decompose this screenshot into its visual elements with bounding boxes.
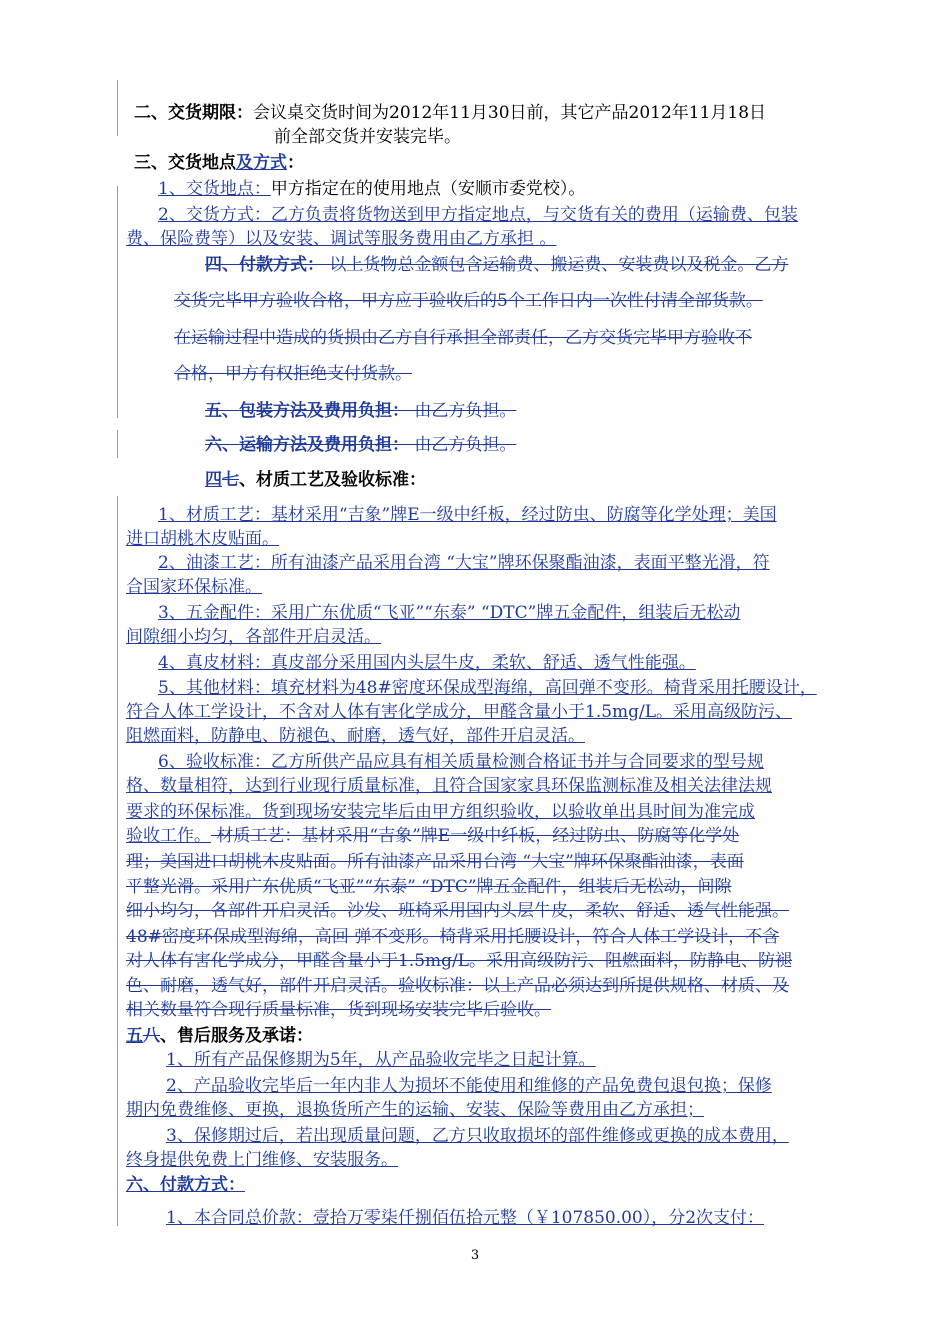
- line-text-segment: 五: [126, 1026, 143, 1046]
- line-23: [126, 724, 585, 748]
- line-text-segment: 、材质工艺及验收标准：: [239, 470, 426, 490]
- line-text-segment: 2、交货方式：乙方负责将货物送到甲方指定地点，与交货有关的费用（运输费、包装: [158, 205, 798, 225]
- line-text-segment: 48#密度环保成型海绵，高回 弹不变形。椅背采用托腰设计，符合人体工学设计，不含: [126, 927, 780, 947]
- line-17: [126, 575, 262, 599]
- line-22: [126, 700, 792, 724]
- line-34: [126, 998, 551, 1022]
- line-20: [158, 651, 696, 675]
- line-text-segment: 5、其他材料：填充材料为48#密度环保成型海绵，高回弹不变形。椅背采用托腰设计，: [158, 678, 817, 698]
- line-text-segment: 相关数量符合现行质量标准，货到现场安装完毕后验收。: [126, 1000, 551, 1020]
- line-text-segment: 三、交货地点: [134, 153, 236, 173]
- line-text-segment: 1、本合同总价款：壹拾万零柒仟捌佰伍拾元整（￥107850.00），分2次支付：: [166, 1208, 765, 1228]
- line-text-segment: 期内免费维修、更换，退换货所产生的运输、安装、保险等费用由乙方承担；: [126, 1100, 704, 1120]
- line-12: [205, 433, 516, 457]
- line-24: [158, 750, 764, 774]
- line-text-segment: 色、耐磨，透气好，部件开启灵活。验收标准：以上产品必须达到所提供规格、材质、及: [126, 976, 789, 996]
- line-19: [126, 625, 381, 649]
- line-18: [158, 601, 740, 625]
- page-number: 3: [470, 1248, 480, 1263]
- line-2: [274, 125, 461, 149]
- line-text-segment: 及方式: [236, 153, 287, 173]
- line-5: [158, 203, 798, 227]
- line-text-segment: 五、包装方法及费用负担：: [205, 401, 409, 421]
- line-text-segment: 二、交货期限：: [134, 103, 253, 123]
- line-text-segment: 1、材质工艺：基材采用“吉象”牌E一级中纤板，经过防虫、防腐等化学处理；美国: [158, 505, 777, 525]
- line-text-segment: 阻燃面料，防静电、防褪色、耐磨，透气好，部件开启灵活。: [126, 726, 585, 746]
- line-1: [134, 101, 766, 125]
- line-9: [174, 326, 752, 350]
- line-text-segment: 平整光滑。采用广东优质“飞亚”“东泰” “DTC”牌五金配件，组装后无松动，间隙: [126, 877, 732, 897]
- line-30: [126, 899, 789, 923]
- line-text-segment: 会议桌交货时间为2012年11月30日前，其它产品2012年11月18日: [253, 103, 767, 123]
- line-text-segment: 符合人体工学设计，不含对人体有害化学成分，甲醛含量小于1.5mg/L。采用高级防污、: [126, 702, 793, 722]
- line-text-segment: 要求的环保标准。货到现场安装完毕后由甲方组织验收，以验收单出具时间为准完成: [126, 802, 755, 822]
- line-text-segment: 格、数量相符，达到行业现行质量标准，且符合国家家具环保监测标准及相关法律法规: [126, 776, 772, 796]
- line-text-segment: 2、油漆工艺：所有油漆产品采用台湾 “大宝”牌环保聚酯油漆，表面平整光滑，符: [158, 553, 770, 573]
- line-text-segment: 材质工艺：基材采用“吉象”牌E一级中纤板，经过防虫、防腐等化学处: [211, 826, 740, 846]
- change-bar: [117, 80, 118, 136]
- line-text-segment: 由乙方负担。: [409, 435, 517, 455]
- line-40: [126, 1148, 398, 1172]
- line-11: [205, 399, 516, 423]
- line-text-segment: 由乙方负担。: [409, 401, 517, 421]
- line-text-segment: 验收工作。: [126, 826, 211, 846]
- line-text-segment: 进口胡桃木皮贴面。: [126, 529, 279, 549]
- line-text-segment: 间隙细小均匀，各部件开启灵活。: [126, 627, 381, 647]
- line-text-segment: 细小均匀，各部件开启灵活。沙发、班椅采用国内头层牛皮，柔软、舒适、透气性能强。: [126, 901, 789, 921]
- line-39: [166, 1124, 789, 1148]
- line-text-segment: 、售后服务及承诺：: [160, 1026, 313, 1046]
- line-text-segment: 对人体有害化学成分，甲醛含量小于1.5mg/L。采用高级防污、阻燃面料，防静电、防褪: [126, 951, 793, 971]
- line-15: [126, 527, 279, 551]
- line-text-segment: 1、所有产品保修期为5年，从产品验收完毕之日起计算。: [166, 1050, 596, 1070]
- line-7: [205, 253, 788, 277]
- line-38: [126, 1098, 704, 1122]
- line-text-segment: 甲方指定在的使用地点（安顺市委党校）。: [270, 179, 586, 199]
- line-42: [166, 1206, 764, 1230]
- line-text-segment: 六、付款方式：: [126, 1175, 245, 1195]
- line-text-segment: 以上货物总金额包含运输费、搬运费、安装费以及税金。乙方: [324, 255, 789, 275]
- line-27: [126, 824, 739, 848]
- line-35: [126, 1024, 313, 1048]
- line-text-segment: 合国家环保标准。: [126, 577, 262, 597]
- change-bar: [117, 496, 118, 1226]
- line-text-segment: 七: [222, 470, 239, 490]
- line-37: [166, 1074, 772, 1098]
- line-3: [134, 151, 304, 175]
- line-31: [126, 925, 779, 949]
- line-33: [126, 974, 789, 998]
- line-16: [158, 551, 770, 575]
- line-text-segment: 交货完毕甲方验收合格，甲方应于验收后的5个工作日内一次性付清全部货款。: [174, 291, 763, 311]
- line-text-segment: 6、验收标准：乙方所供产品应具有相关质量检测合格证书并与合同要求的型号规: [158, 752, 764, 772]
- line-13: [205, 468, 426, 492]
- line-text-segment: 费、保险费等）以及安装、调试等服务费用由乙方承担 。: [126, 229, 557, 249]
- line-6: [126, 227, 556, 251]
- line-text-segment: 前全部交货并安装完毕。: [274, 127, 461, 147]
- change-bar: [117, 430, 118, 458]
- line-26: [126, 800, 755, 824]
- line-text-segment: 2、产品验收完毕后一年内非人为损坏不能使用和维修的产品免费包退包换；保修: [166, 1076, 772, 1096]
- line-text-segment: 合格，甲方有权拒绝支付货款。: [174, 364, 412, 384]
- line-36: [166, 1048, 596, 1072]
- line-text-segment: 终身提供免费上门维修、安装服务。: [126, 1150, 398, 1170]
- line-28: [126, 850, 744, 874]
- line-text-segment: 六、运输方法及费用负担：: [205, 435, 409, 455]
- line-8: [174, 289, 763, 313]
- line-text-segment: 在运输过程中造成的货损由乙方自行承担全部责任，乙方交货完毕甲方验收不: [174, 328, 752, 348]
- line-text-segment: 八: [143, 1026, 160, 1046]
- change-bar: [117, 186, 118, 418]
- line-text-segment: 3、保修期过后，若出现质量问题，乙方只收取损坏的部件维修或更换的成本费用，: [166, 1126, 789, 1146]
- line-text-segment: 4、真皮材料：真皮部分采用国内头层牛皮，柔软、舒适、透气性能强。: [158, 653, 696, 673]
- line-41: [126, 1173, 245, 1197]
- line-10: [174, 362, 412, 386]
- line-25: [126, 774, 772, 798]
- line-text-segment: 1、交货地点：: [158, 179, 271, 199]
- line-text-segment: 理；美国进口胡桃木皮贴面。所有油漆产品采用台湾 “大宝”牌环保聚酯油漆，表面: [126, 852, 744, 872]
- line-text-segment: 四: [205, 470, 222, 490]
- line-text-segment: 3、五金配件：采用广东优质“飞亚”“东泰” “DTC”牌五金配件，组装后无松动: [158, 603, 741, 623]
- line-29: [126, 875, 732, 899]
- line-text-segment: 四、付款方式：: [205, 255, 324, 275]
- line-32: [126, 949, 792, 973]
- line-21: [158, 676, 817, 700]
- line-4: [158, 177, 585, 201]
- line-14: [158, 503, 777, 527]
- line-text-segment: ：: [287, 153, 304, 173]
